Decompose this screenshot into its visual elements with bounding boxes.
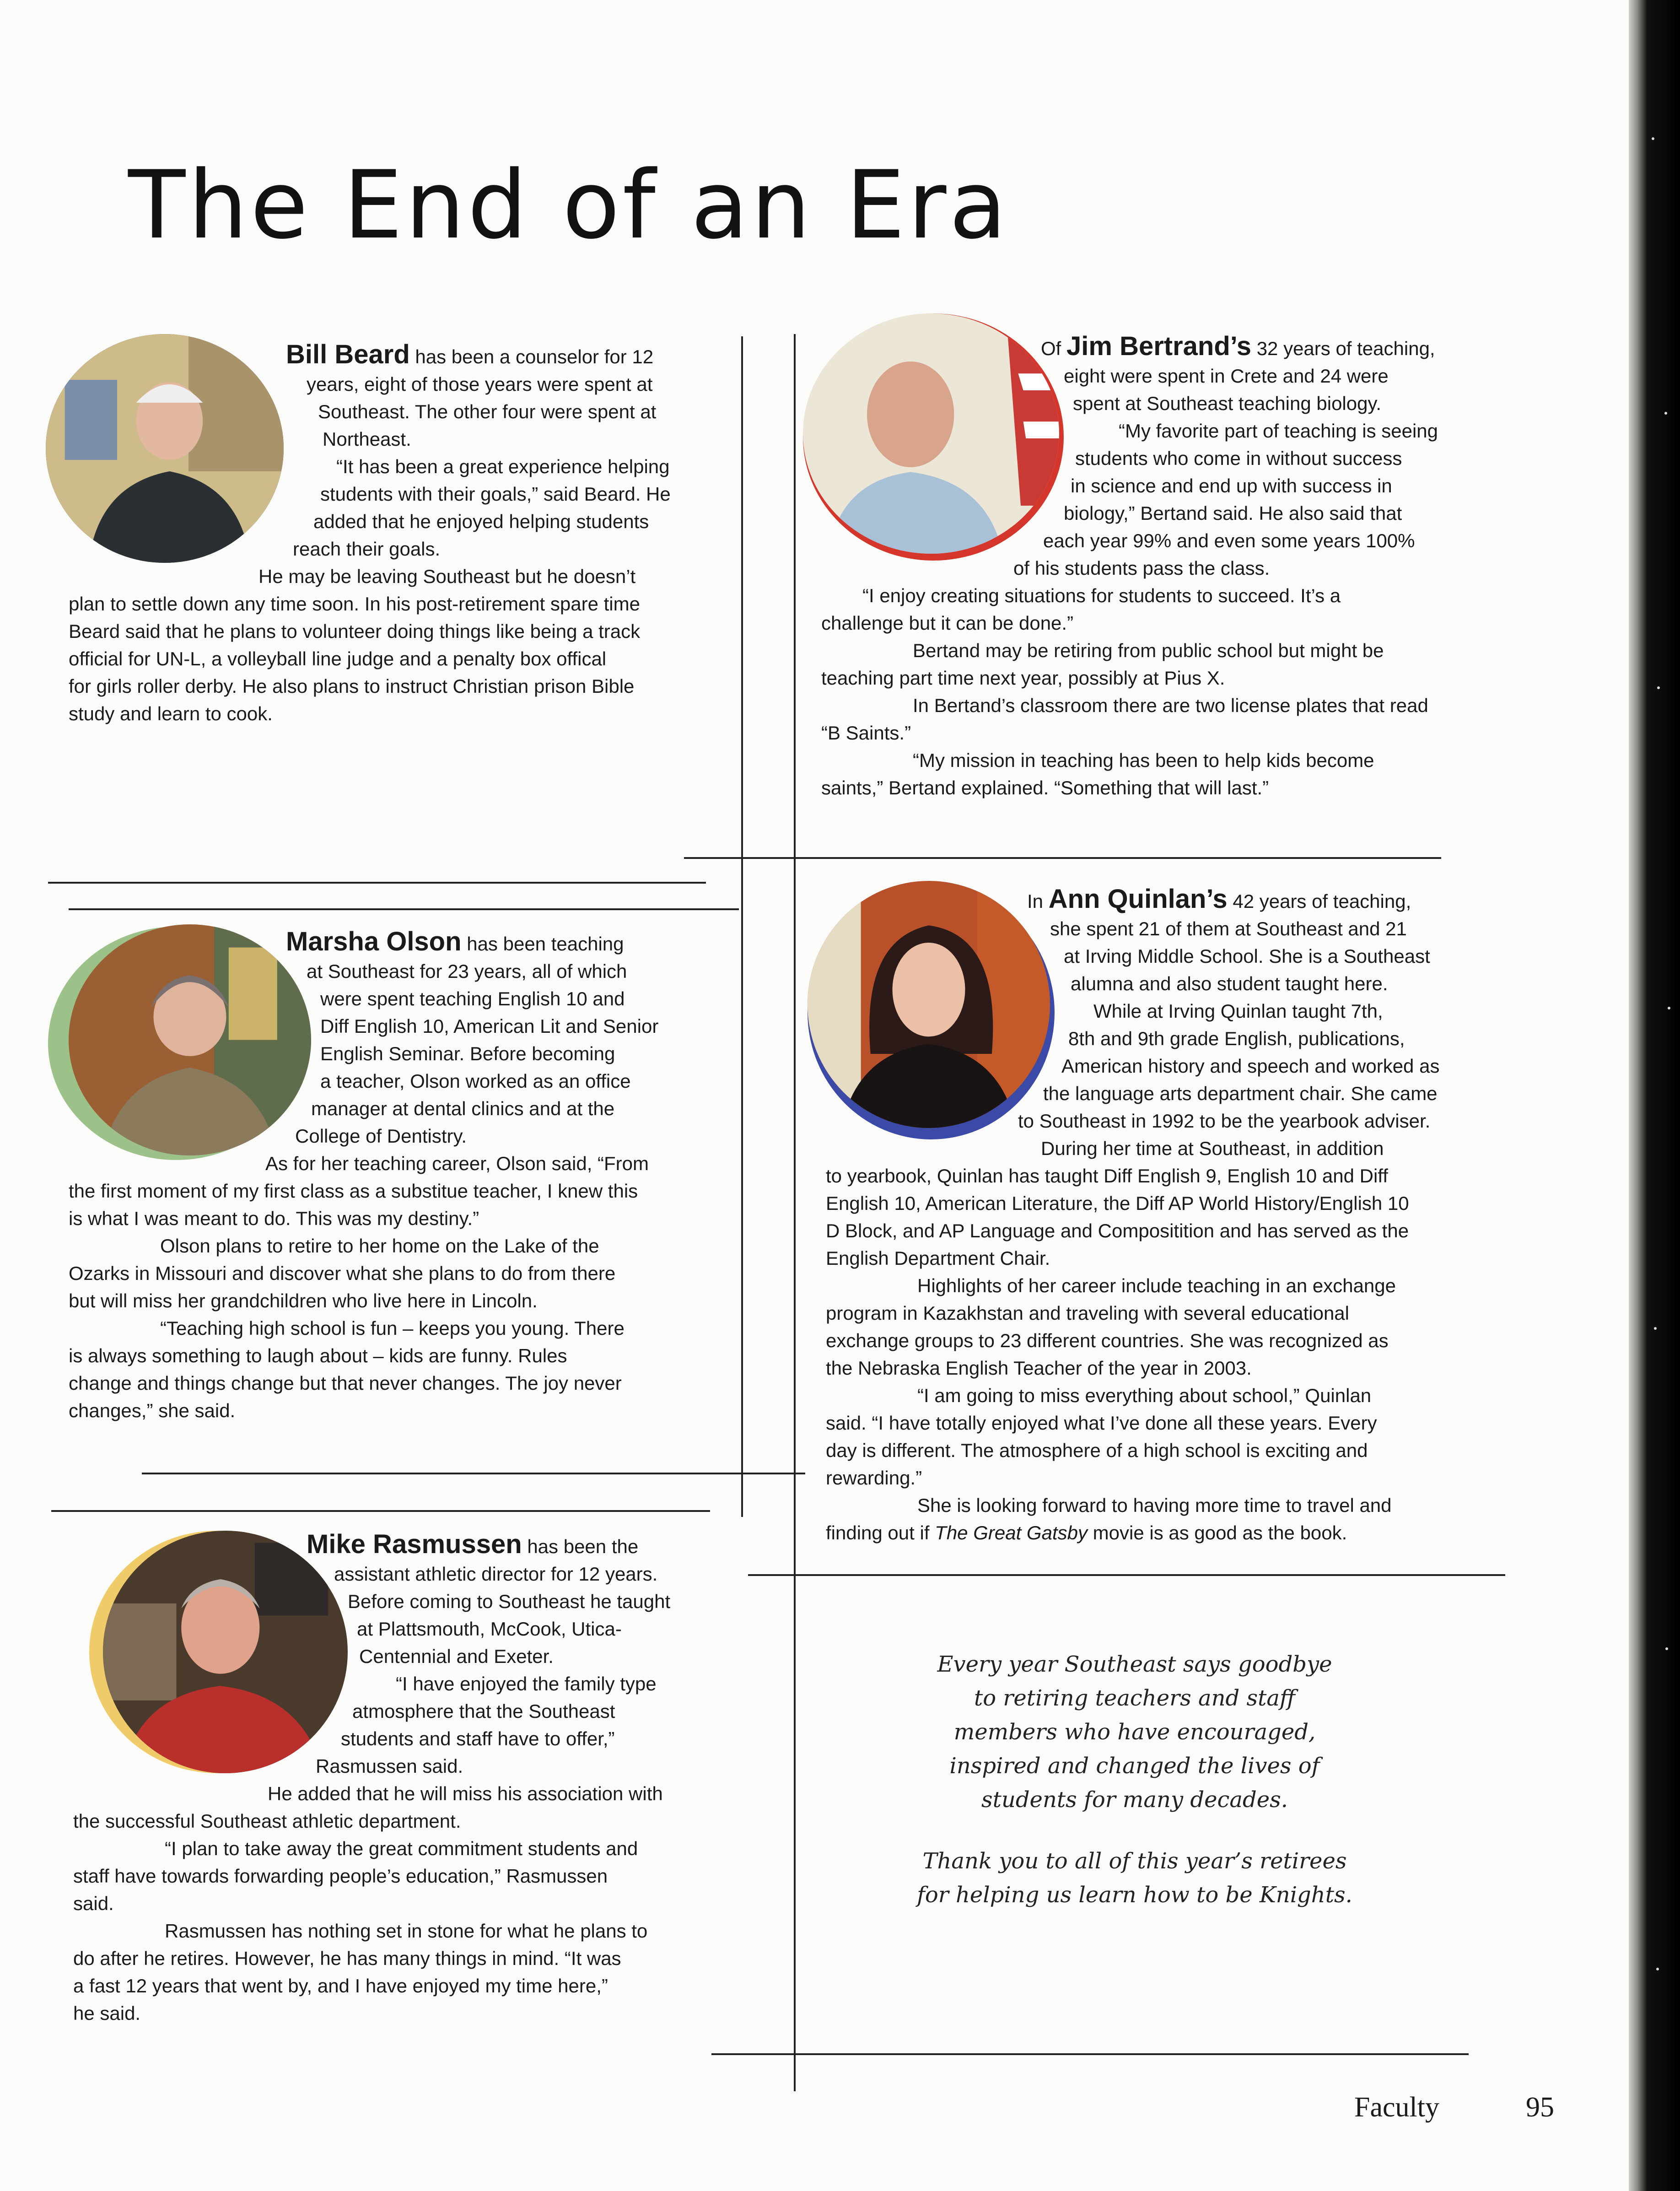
center-divider-lower [794,334,796,2091]
footer-section-label: Faculty [1354,2092,1439,2123]
page-number: 95 [1526,2092,1554,2123]
divider-line [48,882,706,884]
bill-beard-bio: Bill Beard has been a counselor for 12 years, eight of those years were spent at Southeast. The other four were spent at Northeast. “It has been a great experience helping students with their goals,” said Beard. He added that he enjoyed helping students reach their goals. He may be leaving Southeast but he doesn’t plan to settle down any time soon. In his post-retirement spare time Beard said that he plans to volunteer doing things like being a track official for UN-L, a volleyball line judge and a penalty box offical for girls roller derby. He also plans to instruct Christian prison Bible study and learn to cook. [69,340,671,724]
closing-message: Every year Southeast says goodbye to retiring teachers and staff members who have encouraged, inspired and changed the lives of students for many decades. Thank you to all of this year’s retirees for helping us learn how to be Knights. [860,1647,1409,1912]
page-title: The End of an Era [128,151,1010,260]
divider-line [684,857,1441,859]
divider-line [748,1574,1505,1576]
book-spine-edge [1629,0,1680,2191]
divider-line [51,1510,710,1512]
mike-rasmussen-bio: Mike Rasmussen has been the assistant athletic director for 12 years. Before coming to Southeast he taught at Plattsmouth, McCook, Utica- Centennial and Exeter. “I have enjoyed the family type atmosphere that the Southeast students and staff have to offer,” Rasmussen said. He added that he will miss his association with the successful Southeast athletic department. “I plan to take away the great commitment students and staff have towards forwarding people’s education,” Rasmussen said. Rasmussen has nothing set in stone for what he plans to do after he retires. However, he has many things in mind. “It was a fast 12 years that went by, and I have enjoyed my time here,” he said. [73,1529,671,2024]
jim-bertrand-name: Jim Bertrand’s [1066,331,1252,361]
ann-quinlan-name: Ann Quinlan’s [1048,884,1228,914]
divider-line [69,908,739,910]
spacer [860,1817,1409,1844]
mike-rasmussen-name: Mike Rasmussen [307,1529,522,1559]
ann-quinlan-bio: In Ann Quinlan’s 42 years of teaching, she spent 21 of them at Southeast and 21 at Irving Middle School. She is a Southeast alumna and also student taught here. While at Irving Quinlan taught 7th, 8th and 9th grade English, publications, American history and speech and worked as the language arts department chair. She came to Southeast in 1992 to be the yearbook adviser. During her time at Southeast, in addition to yearbook, Quinlan has taught Diff English 9, English 10 and Diff English 10, American Literature, the Diff AP World History/English 10 D Block, and AP Language and Compositition and has served as the English Department Chair. Highlights of her career include teaching in an exchange program in Kazakhstan and traveling with several educational exchange groups to 23 different countries. She was recognized as the Nebraska English Teacher of the year in 2003. “I am going to miss everything about school,” Quinlan said. “I have totally enjoyed what I’ve done all these years. Every day is different. The atmosphere of a high school is exciting and rewarding.” She is looking forward to having more time to travel and finding out if The Great Gatsby movie is as good as the book. [826,884,1440,1543]
jim-bertrand-bio: Of Jim Bertrand’s 32 years of teaching, eight were spent in Crete and 24 were spent at Southeast teaching biology. “My favorite part of teaching is seeing students who come in without success in science and end up with success in biology,” Bertand said. He also said that each year 99% and even some years 100% of his students pass the class. “I enjoy creating situations for students to succeed. It’s a challenge but it can be done.” Bertand may be retiring from public school but might be teaching part time next year, possibly at Pius X. In Bertand’s classroom there are two license plates that read “B Saints.” “My mission in teaching has been to help kids become saints,” Bertand explained. “Something that will last.” [821,331,1438,799]
bill-beard-name: Bill Beard [286,340,410,369]
divider-line [711,2053,1469,2055]
divider-line [142,1473,805,1474]
marsha-olson-name: Marsha Olson [286,927,462,956]
marsha-olson-bio: Marsha Olson has been teaching at Southeast for 23 years, all of which were spent teaching English 10 and Diff English 10, American Lit and Senior English Seminar. Before becoming a teacher, Olson worked as an office manager at dental clinics and at the College of Dentistry. As for her teaching career, Olson said, “From the first moment of my first class as a substitue teacher, I knew this is what I was meant to do. This was my destiny.” Olson plans to retire to her home on the Lake of the Ozarks in Missouri and discover what she plans to do from there but will miss her grandchildren who live here in Lincoln. “Teaching high school is fun – keeps you young. There is always something to laugh about – kids are funny. Rules change and things change but that never changes. The joy never changes,” she said. [69,927,659,1421]
book-title: The Great Gatsby [935,1522,1088,1543]
center-divider-upper [741,336,743,1517]
